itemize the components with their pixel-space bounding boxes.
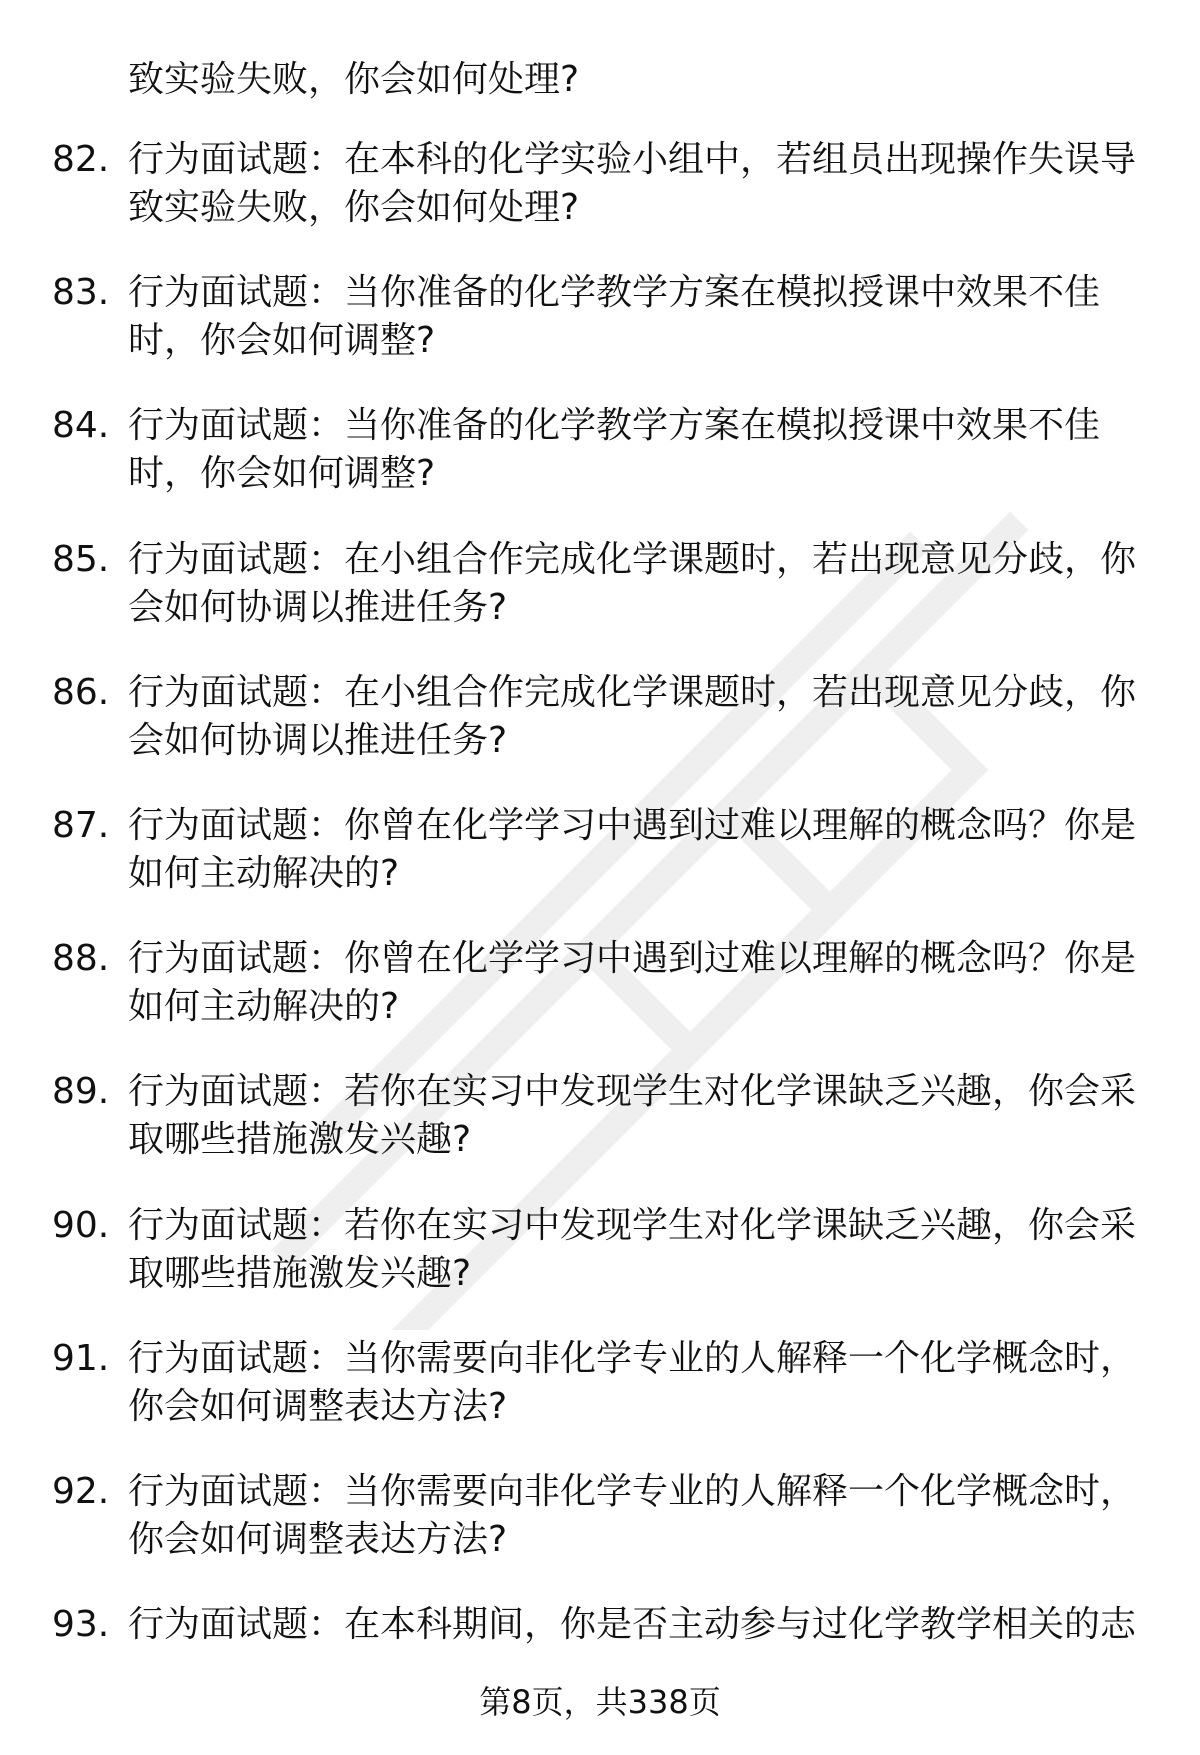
question-text-line: 你会如何调整表达方法?	[128, 1385, 508, 1427]
question-text	[128, 136, 1148, 232]
question-text	[128, 1068, 1148, 1164]
question-text-line: 行为面试题：当你需要向非化学专业的人解释一个化学概念时，	[128, 1470, 1137, 1512]
question-text-line: 会如何协调以推进任务?	[128, 586, 508, 628]
question-number: 91.	[52, 1337, 110, 1379]
question-item	[0, 669, 1200, 802]
question-text-line: 致实验失败，你会如何处理?	[128, 187, 580, 228]
question-text	[128, 802, 1148, 898]
question-text	[128, 669, 1148, 765]
question-text-line: 行为面试题：当你准备的化学教学方案在模拟授课中效果不佳	[128, 272, 1101, 314]
question-text	[128, 269, 1148, 365]
question-item	[0, 1335, 1200, 1468]
question-item	[0, 935, 1200, 1068]
question-text-line: 会如何协调以推进任务?	[128, 719, 508, 761]
question-number: 85.	[52, 538, 110, 580]
question-list	[0, 136, 1200, 1734]
question-item	[0, 136, 1200, 269]
question-text-line: 行为面试题：在本科的化学实验小组中，若组员出现操作失误导	[128, 139, 1137, 180]
question-text-line: 你会如何调整表达方法?	[128, 1518, 508, 1560]
question-text-line: 行为面试题：在小组合作完成化学课题时，若出现意见分歧，你	[128, 671, 1137, 713]
question-item	[0, 1068, 1200, 1201]
question-text-line: 行为面试题：你曾在化学学习中遇到过难以理解的概念吗？你是	[128, 804, 1137, 846]
question-item	[0, 1202, 1200, 1335]
question-text-line: 行为面试题：若你在实习中发现学生对化学课缺乏兴趣，你会采	[128, 1204, 1137, 1246]
question-item	[0, 1468, 1200, 1601]
question-text	[128, 1601, 1148, 1649]
question-text-line: 取哪些措施激发兴趣?	[128, 1119, 472, 1161]
question-item	[0, 536, 1200, 669]
page-footer: 第8页，共338页	[479, 1683, 721, 1721]
question-number: 84.	[52, 405, 110, 447]
question-number: 82.	[52, 139, 110, 180]
question-number: 92.	[52, 1470, 110, 1512]
question-text-line: 行为面试题：在本科期间，你是否主动参与过化学教学相关的志	[128, 1604, 1137, 1646]
question-number: 88.	[52, 938, 110, 980]
question-text-line: 取哪些措施激发兴趣?	[128, 1252, 472, 1294]
question-text-line: 行为面试题：若你在实习中发现学生对化学课缺乏兴趣，你会采	[128, 1071, 1137, 1113]
question-text	[128, 1202, 1148, 1298]
question-item	[0, 269, 1200, 402]
question-number: 90.	[52, 1204, 110, 1246]
question-text	[128, 935, 1148, 1031]
question-text-line: 时，你会如何调整?	[128, 320, 436, 362]
question-text	[128, 402, 1148, 498]
question-number: 86.	[52, 671, 110, 713]
question-number: 83.	[52, 272, 110, 314]
question-text	[128, 1468, 1148, 1564]
question-text-line: 行为面试题：在小组合作完成化学课题时，若出现意见分歧，你	[128, 538, 1137, 580]
question-number: 93.	[52, 1604, 110, 1646]
question-text	[128, 536, 1148, 632]
question-number: 87.	[52, 804, 110, 846]
question-text-line: 行为面试题：当你需要向非化学专业的人解释一个化学概念时，	[128, 1337, 1137, 1379]
question-item	[0, 802, 1200, 935]
question-text-line: 行为面试题：当你准备的化学教学方案在模拟授课中效果不佳	[128, 405, 1101, 447]
question-text-line: 如何主动解决的?	[128, 852, 400, 894]
question-text	[128, 1335, 1148, 1431]
question-text-line: 如何主动解决的?	[128, 986, 400, 1028]
question-text-line: 时，你会如何调整?	[128, 453, 436, 495]
continued-question-text: 致实验失败，你会如何处理?	[128, 59, 580, 100]
question-item	[0, 402, 1200, 535]
question-number: 89.	[52, 1071, 110, 1113]
question-text-line: 行为面试题：你曾在化学学习中遇到过难以理解的概念吗？你是	[128, 938, 1137, 980]
